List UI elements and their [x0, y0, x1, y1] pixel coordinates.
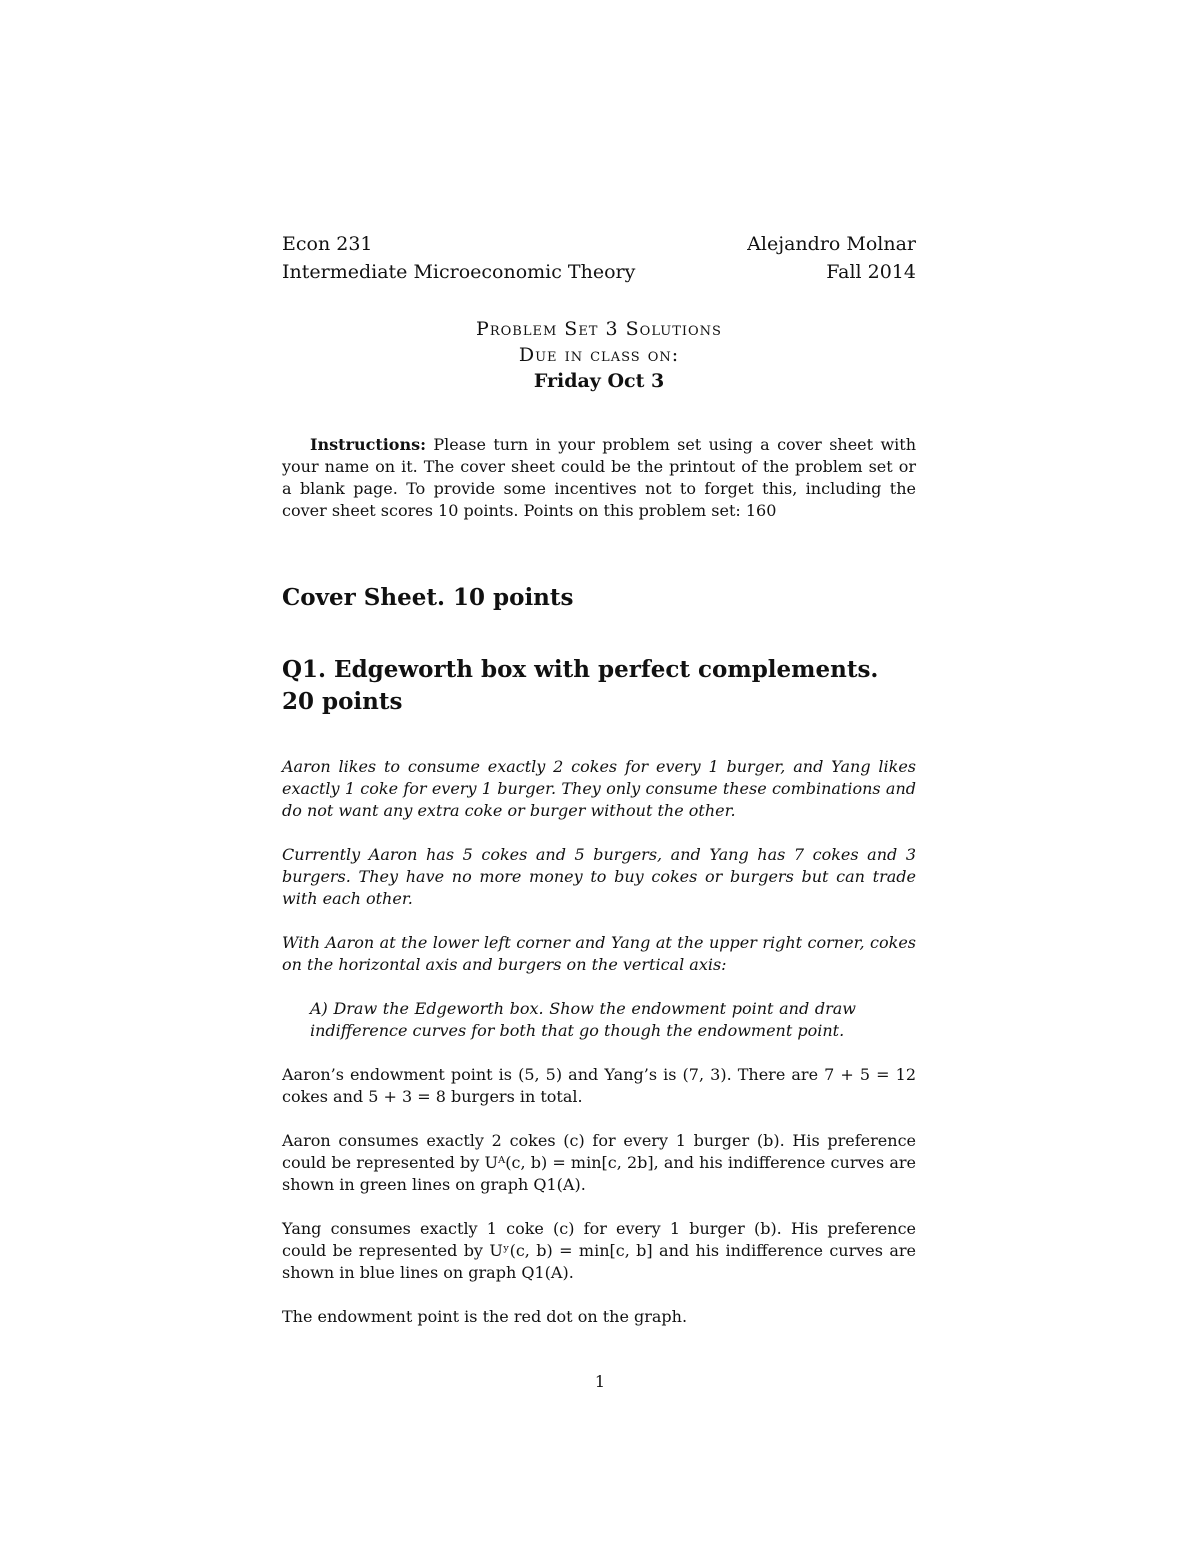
- instructor-name: Alejandro Molnar: [747, 233, 916, 255]
- cover-sheet-heading: Cover Sheet. 10 points: [282, 584, 574, 611]
- problem-set-title: Problem Set 3 Solutions: [476, 318, 722, 340]
- header-row-1: [282, 230, 916, 258]
- page-content: [282, 230, 916, 1328]
- instructions-paragraph: [282, 434, 916, 522]
- header-row-2: [282, 258, 916, 286]
- q1-answer-3: Yang consumes exactly 1 coke (c) for every 1 burger (b). His preference could be represented by Uʸ(c, b) = min[c, b] and his indifference curves are shown in blue lines on graph Q1(A).: [282, 1219, 916, 1282]
- term: Fall 2014: [826, 261, 916, 283]
- q1-heading: Q1. Edgeworth box with perfect complements. 20 points: [282, 656, 879, 715]
- course-code: Econ 231: [282, 233, 373, 255]
- page-number: 1: [594, 1372, 606, 1391]
- q1-answer-4: The endowment point is the red dot on the graph.: [282, 1307, 688, 1326]
- q1-prompt-2: Currently Aaron has 5 cokes and 5 burgers, and Yang has 7 cokes and 3 burgers. They have no more money to buy cokes or burgers but can trade with each other.: [282, 845, 916, 908]
- course-name: Intermediate Microeconomic Theory: [282, 261, 636, 283]
- instructions-label: Instructions:: [310, 435, 427, 454]
- q1-answer-1: Aaron’s endowment point is (5, 5) and Yang’s is (7, 3). There are 7 + 5 = 12 cokes and 5 + 3 = 8 burgers in total.: [282, 1065, 916, 1106]
- q1-part-a: A) Draw the Edgeworth box. Show the endowment point and draw indifference curves for both that go though the endowment point.: [310, 999, 856, 1040]
- q1-prompt-1: Aaron likes to consume exactly 2 cokes for every 1 burger, and Yang likes exactly 1 coke for every 1 burger. They only consume these combinations and do not want any extra coke or burger without the other.: [282, 757, 916, 820]
- due-label: Due in class on:: [518, 344, 680, 366]
- due-date: Friday Oct 3: [533, 370, 665, 392]
- q1-prompt-3: With Aaron at the lower left corner and Yang at the upper right corner, cokes on the horizontal axis and burgers on the vertical axis:: [282, 933, 916, 974]
- instructions-text: Please turn in your problem set using a cover sheet with your name on it. The cover sheet could be the printout of the problem set or a blank page. To provide some incentives not to forget this, including the cover sheet scores 10 points. Points on this problem set: 160: [282, 435, 916, 520]
- q1-answer-2: Aaron consumes exactly 2 cokes (c) for every 1 burger (b). His preference could be represented by Uᴬ(c, b) = min[c, 2b], and his indifference curves are shown in green lines on graph Q1(A).: [282, 1131, 916, 1194]
